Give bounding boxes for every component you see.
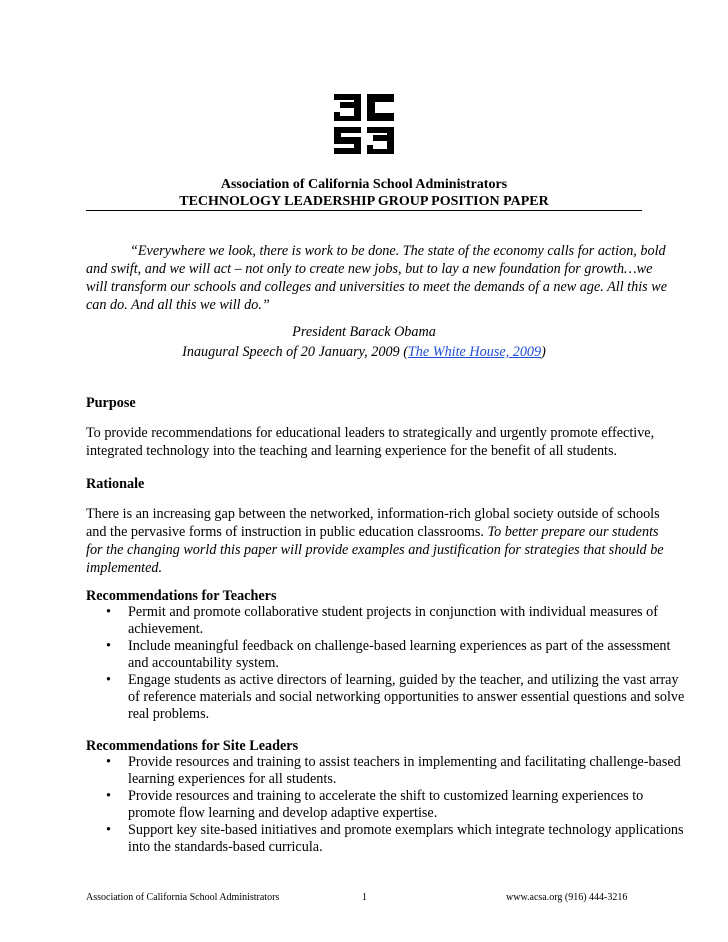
bullet-icon: • xyxy=(106,788,111,804)
quote-source-suffix: ) xyxy=(541,344,546,360)
acsa-logo xyxy=(332,92,396,156)
list-item xyxy=(86,754,686,788)
footer-org: Association of California School Administrators xyxy=(86,892,280,903)
site-leaders-heading: Recommendations for Site Leaders xyxy=(86,738,299,754)
obama-quote: “Everywhere we look, there is work to be done. The state of the economy calls for action, bold and swift, and we will act – not only to create new jobs, but to lay a new foundation for growth…we will transform our schools and colleges and universities to meet the demands of a new age. All this we can do. And all this we will do.” xyxy=(86,243,667,313)
white-house-link[interactable]: The White House, 2009 xyxy=(407,344,542,360)
bullet-icon: • xyxy=(106,638,111,654)
teachers-heading: Recommendations for Teachers xyxy=(86,588,277,604)
list-item-text: Support key site-based initiatives and promote exemplars which integrate technology applications into the standards-based curricula. xyxy=(128,822,684,855)
org-name: Association of California School Administrators xyxy=(220,177,508,192)
bullet-icon: • xyxy=(106,822,111,838)
header-divider xyxy=(86,210,642,211)
list-item-text: Provide resources and training to assist teachers in implementing and facilitating challenge-based learning experiences for all students. xyxy=(128,754,681,787)
site-leaders-list xyxy=(86,754,686,856)
list-item xyxy=(86,638,686,672)
paper-title: TECHNOLOGY LEADERSHIP GROUP POSITION PAPER xyxy=(179,194,549,209)
rationale-text-plain: There is an increasing gap between the networked, information-rich global society outside of schools and the pervasive forms of instruction in public education classrooms. xyxy=(86,506,660,540)
purpose-heading: Purpose xyxy=(86,395,136,411)
list-item-text: Engage students as active directors of learning, guided by the teacher, and utilizing the vast array of reference materials and social networking opportunities to answer essential questions and solve real problems. xyxy=(128,672,685,722)
list-item xyxy=(86,672,686,723)
document-header xyxy=(86,176,642,210)
bullet-icon: • xyxy=(106,672,111,688)
list-item-text: Permit and promote collaborative student projects in conjunction with individual measures of achievement. xyxy=(128,604,658,637)
rationale-text xyxy=(86,505,678,577)
rationale-heading: Rationale xyxy=(86,476,145,492)
list-item-text: Provide resources and training to accelerate the shift to customized learning experiences to promote flow learning and develop adaptive expertise. xyxy=(128,788,644,821)
list-item-text: Include meaningful feedback on challenge-based learning experiences as part of the assessment and accountability system. xyxy=(128,638,671,671)
quote-source xyxy=(86,342,642,362)
purpose-text: To provide recommendations for educational leaders to strategically and urgently promote effective, integrated technology into the teaching and learning experience for the benefit of all students. xyxy=(86,425,655,459)
list-item xyxy=(86,822,686,856)
page-number: 1 xyxy=(362,892,367,903)
teachers-list xyxy=(86,604,686,723)
bullet-icon: • xyxy=(106,754,111,770)
list-item xyxy=(86,604,686,638)
page-footer xyxy=(86,888,646,904)
quote-author: President Barack Obama xyxy=(292,324,436,340)
footer-contact: www.acsa.org (916) 444-3216 xyxy=(506,892,628,903)
bullet-icon: • xyxy=(106,604,111,620)
quote-attribution xyxy=(86,322,642,362)
quote-source-prefix: Inaugural Speech of 20 January, 2009 ( xyxy=(182,344,408,360)
list-item xyxy=(86,788,686,822)
rationale-text-italic: To better prepare our students for the changing world this paper will provide examples and justification for strategies that should be implemented. xyxy=(86,524,664,576)
